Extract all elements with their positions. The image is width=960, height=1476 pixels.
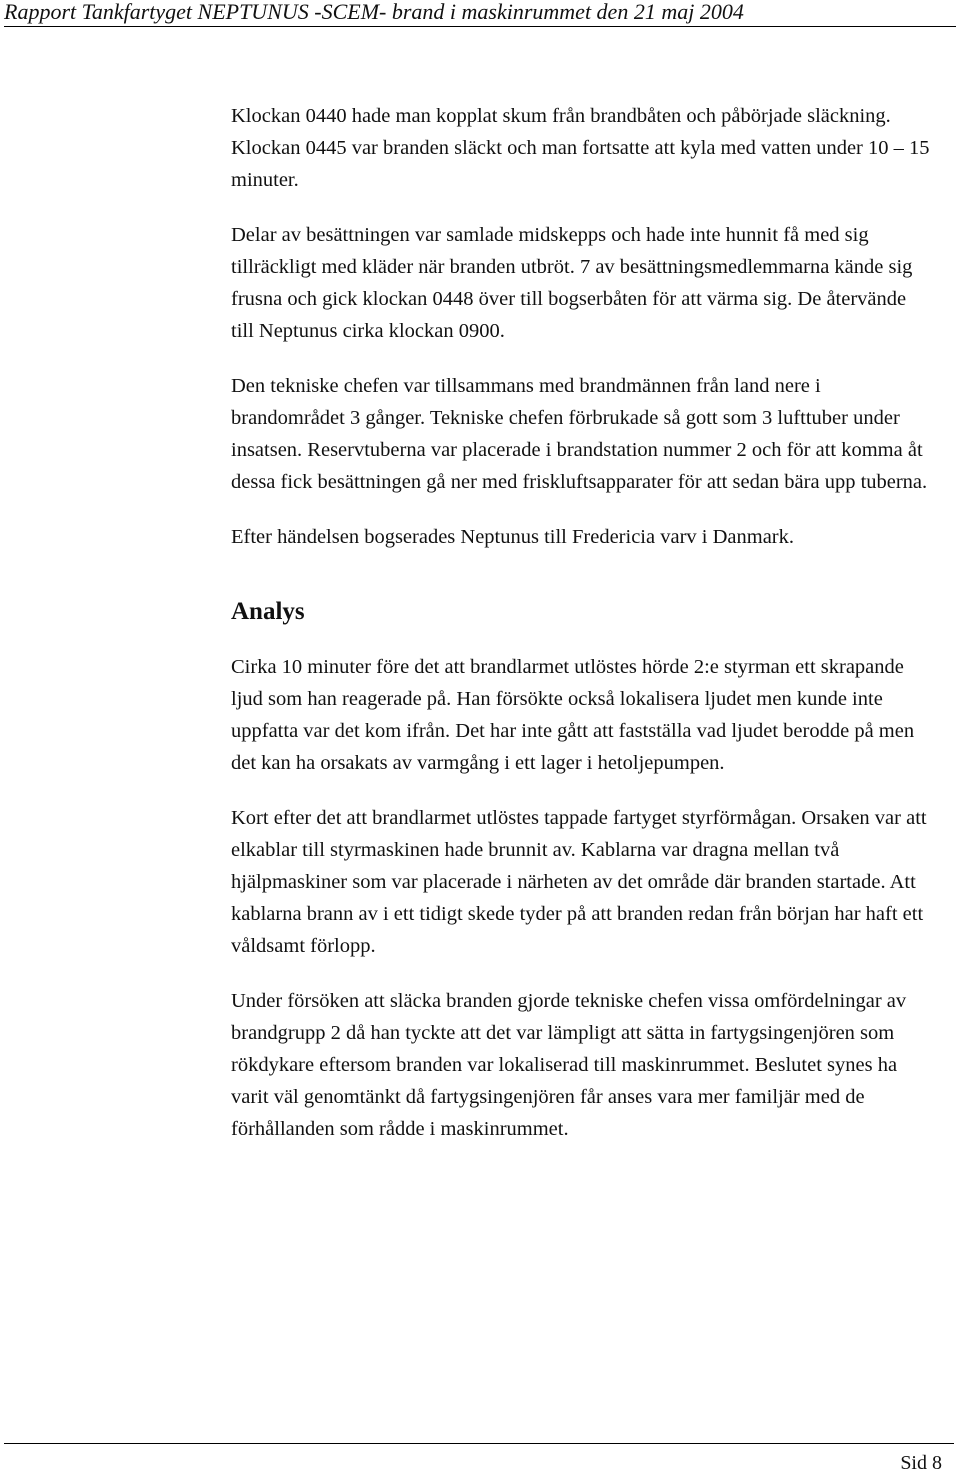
document-body [231,100,931,1168]
paragraph-scraping-sound: Cirka 10 minuter före det att brandlarmet utlöstes hörde 2:e styrman ett skrapande ljud som han reagerade på. Han försökte också lokalisera ljudet men kunde inte uppfatta var det kom ifrån. Det har inte gått att fastställa vad ljudet berodde på men det kan ha orsakats av varmgång i ett lager i hetoljepumpen. [231,656,915,774]
page-footer [4,1443,954,1474]
paragraph-chief-engineer: Den tekniske chefen var tillsammans med brandmännen från land nere i brandområdet 3 gånger. Tekniske chefen förbrukade så gott som 3 lufttuber under insatsen. Reservtuberna var placerade i brandstation nummer 2 och för att komma åt dessa fick besättningen gå ner med friskluftsapparater för att sedan bära upp tuberna. [231,375,928,493]
page-number: Sid 8 [900,1452,942,1474]
paragraph-extinguishing: Klockan 0440 hade man kopplat skum från brandbåten och påbörjade släckning. Klockan 0445 var branden släckt och man fortsatte att kyla med vatten under 10 – 15 minuter. [231,105,930,191]
paragraph-crew-evacuation: Delar av besättningen var samlade midskepps och hade inte hunnit få med sig tillräckligt med kläder när branden utbröt. 7 av besättningsmedlemmarna kände sig frusna och gick klockan 0448 över till bogserbåten för att värma sig. De återvände till Neptunus cirka klockan 0900. [231,224,913,342]
paragraph-brandgrupp: Under försöken att släcka branden gjorde tekniske chefen vissa omfördelningar av brandgrupp 2 då han tyckte att det var lämpligt att sätta in fartygsingenjören som rökdykare eftersom branden var lokaliserad till maskinrummet. Beslutet synes ha varit väl genomtänkt då fartygsingenjören får anses vara mer familjär med de förhållanden som rådde i maskinrummet. [231,990,907,1140]
paragraph-steering-loss: Kort efter det att brandlarmet utlöstes tappade fartyget styrförmågan. Orsaken var att elkablar till styrmaskinen hade brunnit av. Kablarna var dragna mellan två hjälpmaskiner som var placerade i närheten av det område där branden startade. Att kablarna brann av i ett tidigt skede tyder på att branden redan från början har haft ett våldsamt förlopp. [231,807,927,957]
paragraph-towing: Efter händelsen bogserades Neptunus till Fredericia varv i Danmark. [231,526,794,548]
page-header [4,0,956,27]
section-heading-analys: Analys [231,598,305,625]
report-title: Rapport Tankfartyget NEPTUNUS -SCEM- brand i maskinrummet den 21 maj 2004 [4,0,744,24]
